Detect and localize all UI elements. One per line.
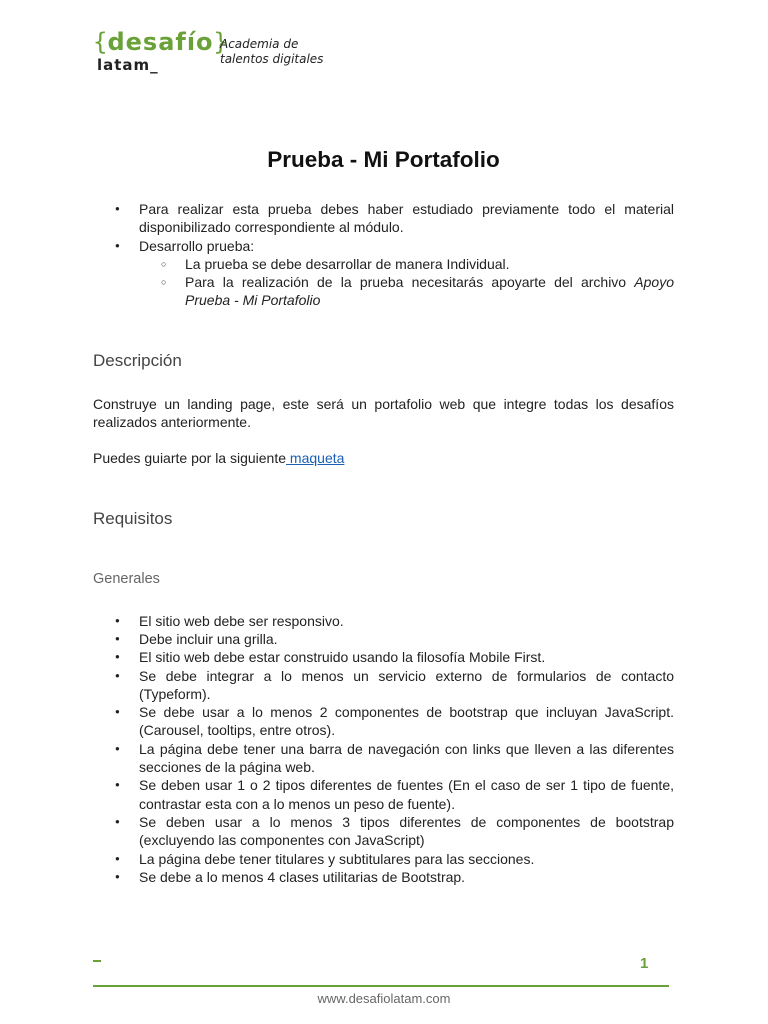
list-item: ● Se deben usar 1 o 2 tipos diferentes de fuentes (En el caso de ser 1 tipo de fuente, contrastar esta con a lo menos un peso de fuente). — [93, 776, 674, 813]
intro-subitem-text: Para la realización de la prueba necesitarás apoyarte del archivo — [185, 274, 635, 291]
logo-tagline-line1: Academia de — [220, 37, 299, 51]
intro-subitem-filename: Apoyo Prueba - Mi Portafolio — [185, 274, 674, 309]
list-item: ● Se debe a lo menos 4 clases utilitarias de Bootstrap. — [93, 868, 674, 886]
document-body — [93, 146, 674, 886]
footer-dash — [93, 960, 101, 962]
logo-brace-close: } — [213, 28, 228, 56]
list-item: ● Se debe integrar a lo menos un servicio externo de formularios de contacto (Typeform). — [93, 667, 674, 704]
intro-subitem: ○ La prueba se debe desarrollar de manera Individual. — [139, 255, 674, 273]
section-heading-descripcion: Descripción — [93, 350, 182, 370]
document-title: Prueba - Mi Portafolio — [267, 147, 500, 172]
guide-paragraph — [93, 449, 674, 467]
logo-subtext: latam_ — [97, 56, 159, 74]
intro-subitem — [139, 273, 674, 310]
logo-brace-open: { — [93, 28, 108, 56]
descripcion-paragraph: Construye un landing page, este será un portafolio web que integre todas los desafíos realizados anteriormente. — [93, 395, 674, 431]
logo-tagline-line2: talentos digitales — [220, 52, 324, 66]
list-item: ● El sitio web debe ser responsivo. — [93, 612, 674, 630]
guide-text: Puedes guiarte por la siguiente — [93, 450, 287, 467]
requisitos-list — [93, 612, 674, 886]
page-number: 1 — [640, 955, 649, 972]
list-item: ● Se deben usar a lo menos 3 tipos diferentes de componentes de bootstrap (excluyendo las componentes con JavaScript) — [93, 813, 674, 850]
subsection-heading-generales: Generales — [93, 570, 160, 587]
list-item: ● La página debe tener titulares y subtitulares para las secciones. — [93, 850, 674, 868]
list-item: ● La página debe tener una barra de navegación con links que lleven a las diferentes secciones de la página web. — [93, 740, 674, 777]
list-item: ● Debe incluir una grilla. — [93, 630, 674, 648]
intro-item — [93, 237, 674, 310]
intro-item: ● Para realizar esta prueba debes haber estudiado previamente todo el material disponibilizado correspondiente al módulo. — [93, 200, 674, 237]
intro-item-label: Desarrollo prueba: — [139, 237, 255, 254]
footer-divider — [93, 985, 669, 987]
maqueta-link[interactable]: maqueta — [286, 450, 345, 467]
list-item: ● El sitio web debe estar construido usando la filosofía Mobile First. — [93, 648, 674, 666]
intro-list — [93, 200, 674, 310]
footer-url: www.desafiolatam.com — [317, 991, 451, 1006]
logo-tagline — [220, 37, 323, 67]
intro-sublist — [139, 255, 674, 310]
logo-word: desafío — [107, 28, 214, 56]
section-heading-requisitos: Requisitos — [93, 508, 173, 528]
list-item: ● Se debe usar a lo menos 2 componentes de bootstrap que incluyan JavaScript. (Carousel, tooltips, entre otros). — [93, 703, 674, 740]
logo-wordmark — [93, 30, 228, 54]
